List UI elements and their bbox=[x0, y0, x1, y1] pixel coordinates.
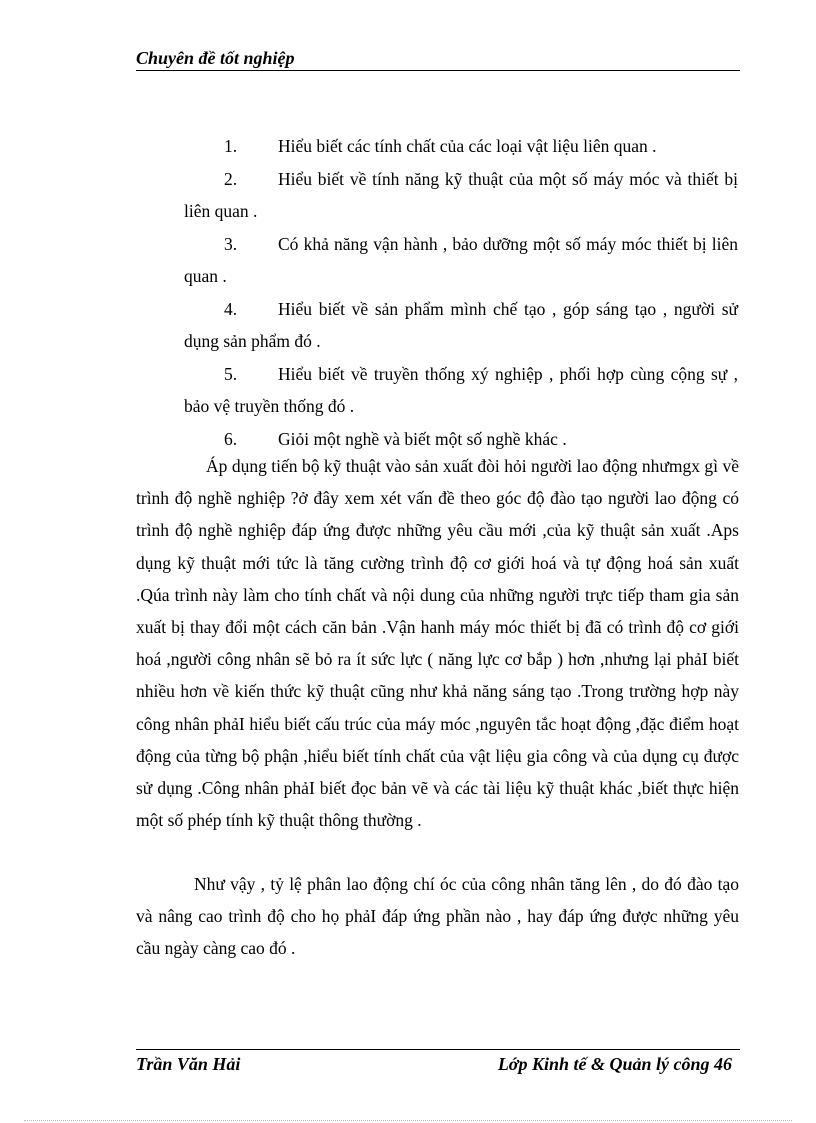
list-item-number: 2. bbox=[224, 168, 238, 189]
list-item-text: Hiểu biết các tính chất của các loại vật liệu liên quan . bbox=[278, 136, 657, 156]
list-item-text: Có khả năng vận hành , bảo dưỡng một số máy móc thiết bị liên quan . bbox=[184, 233, 738, 286]
body-paragraph-1: Áp dụng tiến bộ kỹ thuật vào sản xuất đòi hỏi người lao động nhưmgx gì về trình độ nghề nghiệp ?ở đây xem xét vấn đề theo góc độ đào tạo người lao động có trình độ nghề nghiệp đáp ứng được những yêu cầu mới ,của kỹ thuật sản xuất .Aps dụng kỹ thuật mới tức là tăng cường trình độ cơ giới hoá và tự động hoá sản xuất .Qúa trình này làm cho tính chất và nội dung của những người trực tiếp tham gia sản xuất bị thay đổi một cách căn bản .Vận hanh máy móc thiết bị đã có trình độ cơ giới hoá ,người công nhân sẽ bỏ ra ít sức lực ( năng lực cơ bắp ) hơn ,nhưng lại phảI biết nhiều hơn về kiến thức kỹ thuật cũng như khả năng sáng tạo .Trong trường hợp này công nhân phảI hiểu biết cấu trúc của máy móc ,nguyên tắc hoạt động ,đặc điểm hoạt động của từng bộ phận ,hiểu biết tính chất của vật liệu gia công và của dụng cụ được sử dụng .Công nhân phảI biết đọc bản vẽ và các tài liệu kỹ thuật khác ,biết thực hiện một số phép tính kỹ thuật thông thường . bbox=[136, 456, 739, 831]
list-item-text: Hiểu biết về sản phẩm mình chế tạo , góp sáng tạo , người sử dụng sản phẩm đó . bbox=[184, 298, 738, 351]
page-bottom-edge bbox=[24, 1120, 792, 1121]
list-item bbox=[184, 228, 738, 293]
list-item-number: 3. bbox=[224, 233, 238, 254]
list-item-text: Hiểu biết về tính năng kỹ thuật của một số máy móc và thiết bị liên quan . bbox=[184, 168, 738, 221]
list-item-number: 4. bbox=[224, 298, 238, 319]
list-item bbox=[184, 163, 738, 228]
list-item-number: 1. bbox=[224, 136, 238, 156]
list-item bbox=[184, 293, 738, 358]
list-item-text: Giỏi một nghề và biết một số nghề khác . bbox=[278, 428, 567, 449]
list-item-text: Hiểu biết về truyền thống xý nghiệp , phối hợp cùng cộng sự , bảo vệ truyền thống đó . bbox=[184, 363, 738, 416]
document-header-title: Chuyên đề tốt nghiệp bbox=[136, 48, 295, 68]
footer-rule bbox=[136, 1049, 740, 1050]
list-item bbox=[184, 358, 738, 423]
footer-author: Trần Văn Hải bbox=[136, 1054, 241, 1074]
list-item-number: 5. bbox=[224, 363, 238, 384]
requirements-list bbox=[184, 130, 738, 455]
body-paragraph-2: Như vậy , tỷ lệ phân lao động chí óc của công nhân tăng lên , do đó đào tạo và nâng cao trình độ cho họ phảI đáp ứng phần nào , hay đáp ứng được những yêu cầu ngày càng cao đó . bbox=[136, 874, 739, 959]
footer-class: Lớp Kinh tế & Quản lý công 46 bbox=[497, 1054, 732, 1074]
list-item bbox=[184, 130, 738, 163]
list-item-number: 6. bbox=[224, 428, 238, 449]
header-rule bbox=[136, 70, 740, 71]
